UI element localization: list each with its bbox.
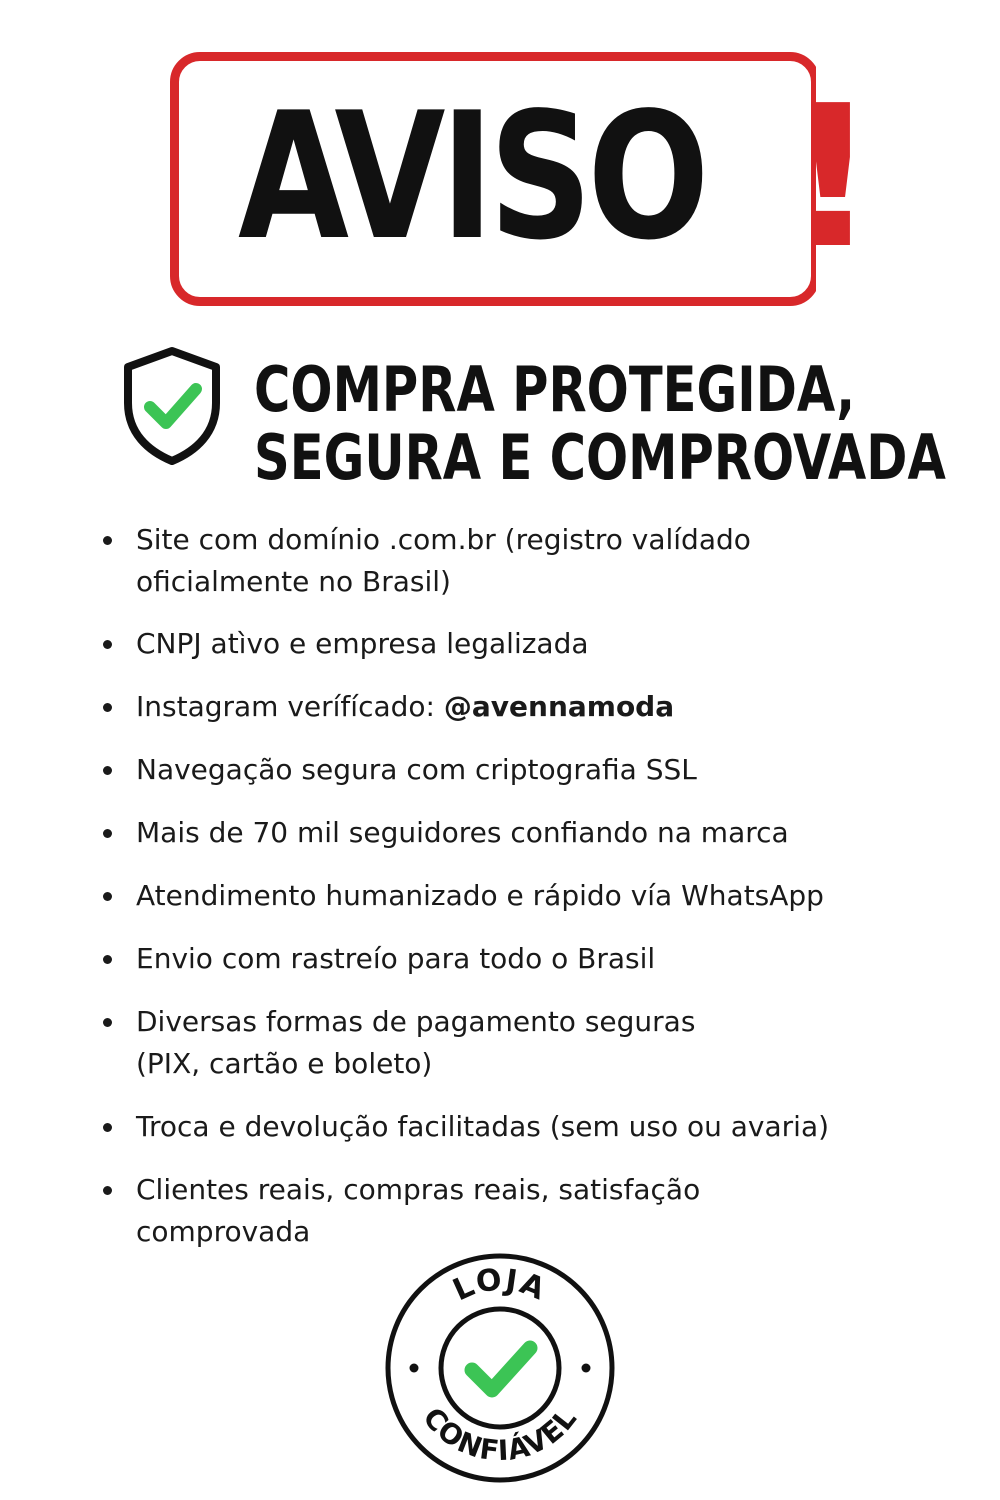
headline-line-2: SEGURA E COMPROVADA bbox=[254, 421, 946, 494]
list-item-text: Instagram verífícado: bbox=[136, 690, 444, 723]
list-item bbox=[100, 1169, 920, 1253]
list-item-text: Envio com rastreío para todo o Brasil bbox=[136, 942, 656, 975]
seal-dot-right bbox=[582, 1364, 591, 1373]
instagram-handle: @avennamoda bbox=[443, 690, 675, 723]
list-item-text: Site com domínio .com.br (registro valídado oficialmente no Brasil) bbox=[136, 523, 751, 598]
list-item-text: Navegação segura com criptografia SSL bbox=[136, 753, 697, 786]
list-item-text: Diversas formas de pagamento seguras bbox=[136, 1005, 696, 1038]
headline bbox=[254, 353, 946, 494]
headline-line-1: COMPRA PROTEGIDA, bbox=[254, 353, 856, 426]
list-item bbox=[100, 875, 920, 917]
trusted-store-seal bbox=[382, 1250, 618, 1486]
seal-dot-left bbox=[410, 1364, 419, 1373]
warning-title: AVISO bbox=[238, 76, 705, 279]
list-item bbox=[100, 749, 920, 791]
seal-bottom-text: CONFIÁVEL bbox=[416, 1401, 584, 1468]
list-item-text: Atendimento humanizado e rápido vía WhatsApp bbox=[136, 879, 824, 912]
list-item-text: CNPJ atìvo e empresa legalizada bbox=[136, 627, 589, 660]
list-item bbox=[100, 623, 920, 665]
shield-check-icon bbox=[120, 345, 224, 467]
shield-outline bbox=[128, 351, 216, 461]
list-item bbox=[100, 686, 920, 728]
list-item-text: Clientes reais, compras reais, satisfação comprovada bbox=[136, 1173, 701, 1248]
exclamation-mark: ! bbox=[788, 64, 878, 292]
seal-top-text: LOJA bbox=[447, 1262, 552, 1309]
list-item-text: Troca e devolução facilitadas (sem uso ou avaria) bbox=[136, 1110, 830, 1143]
list-item bbox=[100, 938, 920, 980]
list-item bbox=[100, 519, 920, 603]
list-item-text-line-2: (PIX, cartão e boleto) bbox=[136, 1047, 433, 1080]
list-item-text: Mais de 70 mil seguidores confiando na marca bbox=[136, 816, 789, 849]
list-item bbox=[100, 812, 920, 854]
list-item bbox=[100, 1001, 920, 1085]
list-item bbox=[100, 1106, 920, 1148]
feature-list bbox=[100, 519, 920, 1274]
